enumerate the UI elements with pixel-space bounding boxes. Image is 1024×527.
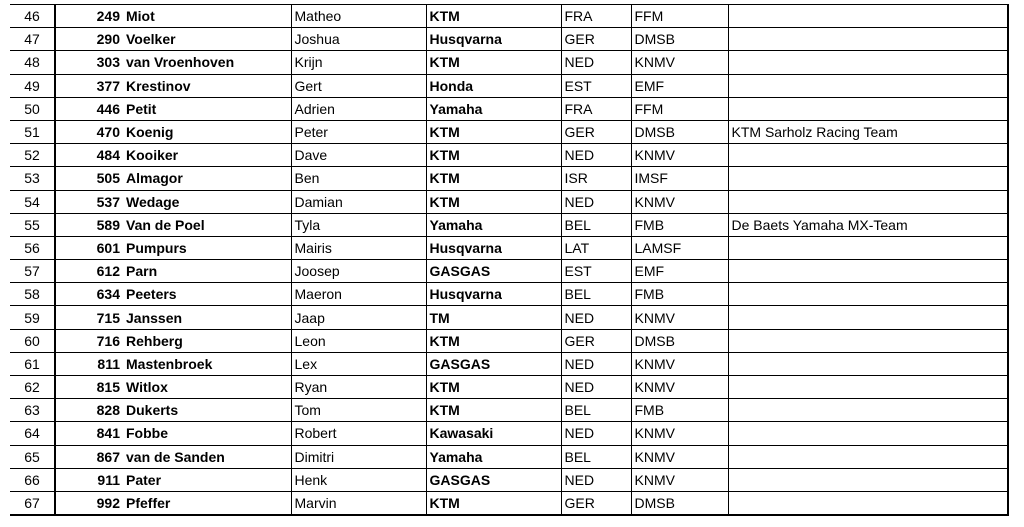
table-row [10, 236, 1008, 259]
team-cell [728, 376, 1008, 399]
rider-number-cell: 992 [55, 491, 123, 515]
team-cell [728, 5, 1008, 28]
rider-table [10, 4, 1009, 516]
team-cell [728, 468, 1008, 491]
nation-cell: NED [561, 51, 631, 74]
team-cell [728, 306, 1008, 329]
position-cell: 47 [10, 28, 55, 51]
first-name-cell: Robert [291, 422, 426, 445]
last-name-cell: Van de Poel [123, 213, 291, 236]
federation-cell: KNMV [631, 376, 728, 399]
rider-number-cell: 634 [55, 283, 123, 306]
position-cell: 49 [10, 74, 55, 97]
last-name-cell: Janssen [123, 306, 291, 329]
first-name-cell: Tom [291, 399, 426, 422]
federation-cell: DMSB [631, 120, 728, 143]
position-cell: 53 [10, 167, 55, 190]
federation-cell: DMSB [631, 491, 728, 515]
first-name-cell: Damian [291, 190, 426, 213]
table-row [10, 28, 1008, 51]
team-cell [728, 445, 1008, 468]
rider-number-cell: 249 [55, 5, 123, 28]
rider-number-cell: 470 [55, 120, 123, 143]
last-name-cell: Pater [123, 468, 291, 491]
federation-cell: KNMV [631, 422, 728, 445]
brand-cell: Honda [426, 74, 561, 97]
federation-cell: KNMV [631, 306, 728, 329]
nation-cell: BEL [561, 445, 631, 468]
position-cell: 63 [10, 399, 55, 422]
first-name-cell: Tyla [291, 213, 426, 236]
federation-cell: FFM [631, 97, 728, 120]
team-cell [728, 97, 1008, 120]
team-cell [728, 399, 1008, 422]
federation-cell: FMB [631, 283, 728, 306]
nation-cell: NED [561, 144, 631, 167]
table-row [10, 74, 1008, 97]
table-row [10, 491, 1008, 515]
last-name-cell: Kooiker [123, 144, 291, 167]
brand-cell: Husqvarna [426, 283, 561, 306]
rider-number-cell: 828 [55, 399, 123, 422]
first-name-cell: Lex [291, 352, 426, 375]
rider-number-cell: 505 [55, 167, 123, 190]
position-cell: 48 [10, 51, 55, 74]
nation-cell: GER [561, 491, 631, 515]
team-cell [728, 144, 1008, 167]
first-name-cell: Jaap [291, 306, 426, 329]
rider-number-cell: 612 [55, 260, 123, 283]
first-name-cell: Peter [291, 120, 426, 143]
last-name-cell: Petit [123, 97, 291, 120]
federation-cell: KNMV [631, 352, 728, 375]
first-name-cell: Adrien [291, 97, 426, 120]
position-cell: 54 [10, 190, 55, 213]
federation-cell: KNMV [631, 51, 728, 74]
rider-number-cell: 601 [55, 236, 123, 259]
position-cell: 56 [10, 236, 55, 259]
first-name-cell: Matheo [291, 5, 426, 28]
last-name-cell: Almagor [123, 167, 291, 190]
nation-cell: NED [561, 468, 631, 491]
brand-cell: KTM [426, 51, 561, 74]
first-name-cell: Krijn [291, 51, 426, 74]
federation-cell: EMF [631, 74, 728, 97]
table-row [10, 306, 1008, 329]
table-row [10, 445, 1008, 468]
position-cell: 55 [10, 213, 55, 236]
table-row [10, 51, 1008, 74]
table-row [10, 352, 1008, 375]
rider-number-cell: 303 [55, 51, 123, 74]
brand-cell: GASGAS [426, 468, 561, 491]
rider-number-cell: 841 [55, 422, 123, 445]
brand-cell: TM [426, 306, 561, 329]
table-row [10, 144, 1008, 167]
table-row [10, 213, 1008, 236]
table-row [10, 399, 1008, 422]
federation-cell: KNMV [631, 468, 728, 491]
brand-cell: GASGAS [426, 352, 561, 375]
last-name-cell: Krestinov [123, 74, 291, 97]
team-cell [728, 167, 1008, 190]
federation-cell: KNMV [631, 445, 728, 468]
position-cell: 57 [10, 260, 55, 283]
last-name-cell: Mastenbroek [123, 352, 291, 375]
nation-cell: ISR [561, 167, 631, 190]
team-cell [728, 352, 1008, 375]
position-cell: 52 [10, 144, 55, 167]
nation-cell: NED [561, 190, 631, 213]
table-row [10, 283, 1008, 306]
first-name-cell: Joosep [291, 260, 426, 283]
position-cell: 58 [10, 283, 55, 306]
team-cell [728, 422, 1008, 445]
last-name-cell: Parn [123, 260, 291, 283]
brand-cell: KTM [426, 376, 561, 399]
last-name-cell: Pumpurs [123, 236, 291, 259]
nation-cell: EST [561, 260, 631, 283]
first-name-cell: Dave [291, 144, 426, 167]
nation-cell: NED [561, 306, 631, 329]
nation-cell: NED [561, 376, 631, 399]
first-name-cell: Mairis [291, 236, 426, 259]
rider-number-cell: 815 [55, 376, 123, 399]
first-name-cell: Henk [291, 468, 426, 491]
table-row [10, 167, 1008, 190]
rider-number-cell: 537 [55, 190, 123, 213]
federation-cell: FFM [631, 5, 728, 28]
last-name-cell: Wedage [123, 190, 291, 213]
federation-cell: EMF [631, 260, 728, 283]
last-name-cell: van de Sanden [123, 445, 291, 468]
nation-cell: NED [561, 352, 631, 375]
team-cell [728, 51, 1008, 74]
federation-cell: FMB [631, 399, 728, 422]
brand-cell: KTM [426, 190, 561, 213]
nation-cell: BEL [561, 283, 631, 306]
rider-number-cell: 911 [55, 468, 123, 491]
team-cell [728, 74, 1008, 97]
federation-cell: IMSF [631, 167, 728, 190]
brand-cell: Kawasaki [426, 422, 561, 445]
nation-cell: LAT [561, 236, 631, 259]
nation-cell: NED [561, 422, 631, 445]
first-name-cell: Ben [291, 167, 426, 190]
last-name-cell: Miot [123, 5, 291, 28]
last-name-cell: Witlox [123, 376, 291, 399]
brand-cell: Yamaha [426, 213, 561, 236]
rider-number-cell: 484 [55, 144, 123, 167]
last-name-cell: Peeters [123, 283, 291, 306]
first-name-cell: Joshua [291, 28, 426, 51]
nation-cell: BEL [561, 399, 631, 422]
position-cell: 61 [10, 352, 55, 375]
table-row [10, 422, 1008, 445]
brand-cell: KTM [426, 491, 561, 515]
brand-cell: Yamaha [426, 445, 561, 468]
team-cell [728, 491, 1008, 515]
brand-cell: KTM [426, 329, 561, 352]
brand-cell: KTM [426, 5, 561, 28]
position-cell: 65 [10, 445, 55, 468]
last-name-cell: Pfeffer [123, 491, 291, 515]
team-cell [728, 329, 1008, 352]
nation-cell: FRA [561, 5, 631, 28]
federation-cell: FMB [631, 213, 728, 236]
last-name-cell: Rehberg [123, 329, 291, 352]
rider-number-cell: 446 [55, 97, 123, 120]
position-cell: 66 [10, 468, 55, 491]
brand-cell: KTM [426, 144, 561, 167]
table-row [10, 5, 1008, 28]
rider-number-cell: 715 [55, 306, 123, 329]
brand-cell: Yamaha [426, 97, 561, 120]
team-cell [728, 283, 1008, 306]
table-row [10, 190, 1008, 213]
nation-cell: GER [561, 28, 631, 51]
position-cell: 46 [10, 5, 55, 28]
nation-cell: EST [561, 74, 631, 97]
table-row [10, 329, 1008, 352]
table-row [10, 120, 1008, 143]
rider-number-cell: 716 [55, 329, 123, 352]
nation-cell: FRA [561, 97, 631, 120]
federation-cell: DMSB [631, 329, 728, 352]
federation-cell: DMSB [631, 28, 728, 51]
table-row [10, 468, 1008, 491]
team-cell [728, 236, 1008, 259]
rider-number-cell: 811 [55, 352, 123, 375]
rider-number-cell: 377 [55, 74, 123, 97]
brand-cell: KTM [426, 167, 561, 190]
first-name-cell: Maeron [291, 283, 426, 306]
position-cell: 50 [10, 97, 55, 120]
last-name-cell: Dukerts [123, 399, 291, 422]
position-cell: 60 [10, 329, 55, 352]
rider-number-cell: 290 [55, 28, 123, 51]
table-body [10, 5, 1008, 516]
table-row [10, 260, 1008, 283]
federation-cell: KNMV [631, 190, 728, 213]
table-row [10, 376, 1008, 399]
team-cell: KTM Sarholz Racing Team [728, 120, 1008, 143]
brand-cell: Husqvarna [426, 28, 561, 51]
federation-cell: LAMSF [631, 236, 728, 259]
first-name-cell: Ryan [291, 376, 426, 399]
first-name-cell: Leon [291, 329, 426, 352]
position-cell: 64 [10, 422, 55, 445]
brand-cell: Husqvarna [426, 236, 561, 259]
last-name-cell: Koenig [123, 120, 291, 143]
nation-cell: GER [561, 120, 631, 143]
nation-cell: GER [561, 329, 631, 352]
team-cell [728, 190, 1008, 213]
nation-cell: BEL [561, 213, 631, 236]
last-name-cell: van Vroenhoven [123, 51, 291, 74]
table-row [10, 97, 1008, 120]
first-name-cell: Marvin [291, 491, 426, 515]
team-cell: De Baets Yamaha MX-Team [728, 213, 1008, 236]
team-cell [728, 260, 1008, 283]
rider-number-cell: 867 [55, 445, 123, 468]
position-cell: 62 [10, 376, 55, 399]
team-cell [728, 28, 1008, 51]
federation-cell: KNMV [631, 144, 728, 167]
rider-number-cell: 589 [55, 213, 123, 236]
brand-cell: KTM [426, 120, 561, 143]
last-name-cell: Voelker [123, 28, 291, 51]
brand-cell: KTM [426, 399, 561, 422]
position-cell: 59 [10, 306, 55, 329]
first-name-cell: Dimitri [291, 445, 426, 468]
first-name-cell: Gert [291, 74, 426, 97]
position-cell: 67 [10, 491, 55, 515]
brand-cell: GASGAS [426, 260, 561, 283]
position-cell: 51 [10, 120, 55, 143]
last-name-cell: Fobbe [123, 422, 291, 445]
